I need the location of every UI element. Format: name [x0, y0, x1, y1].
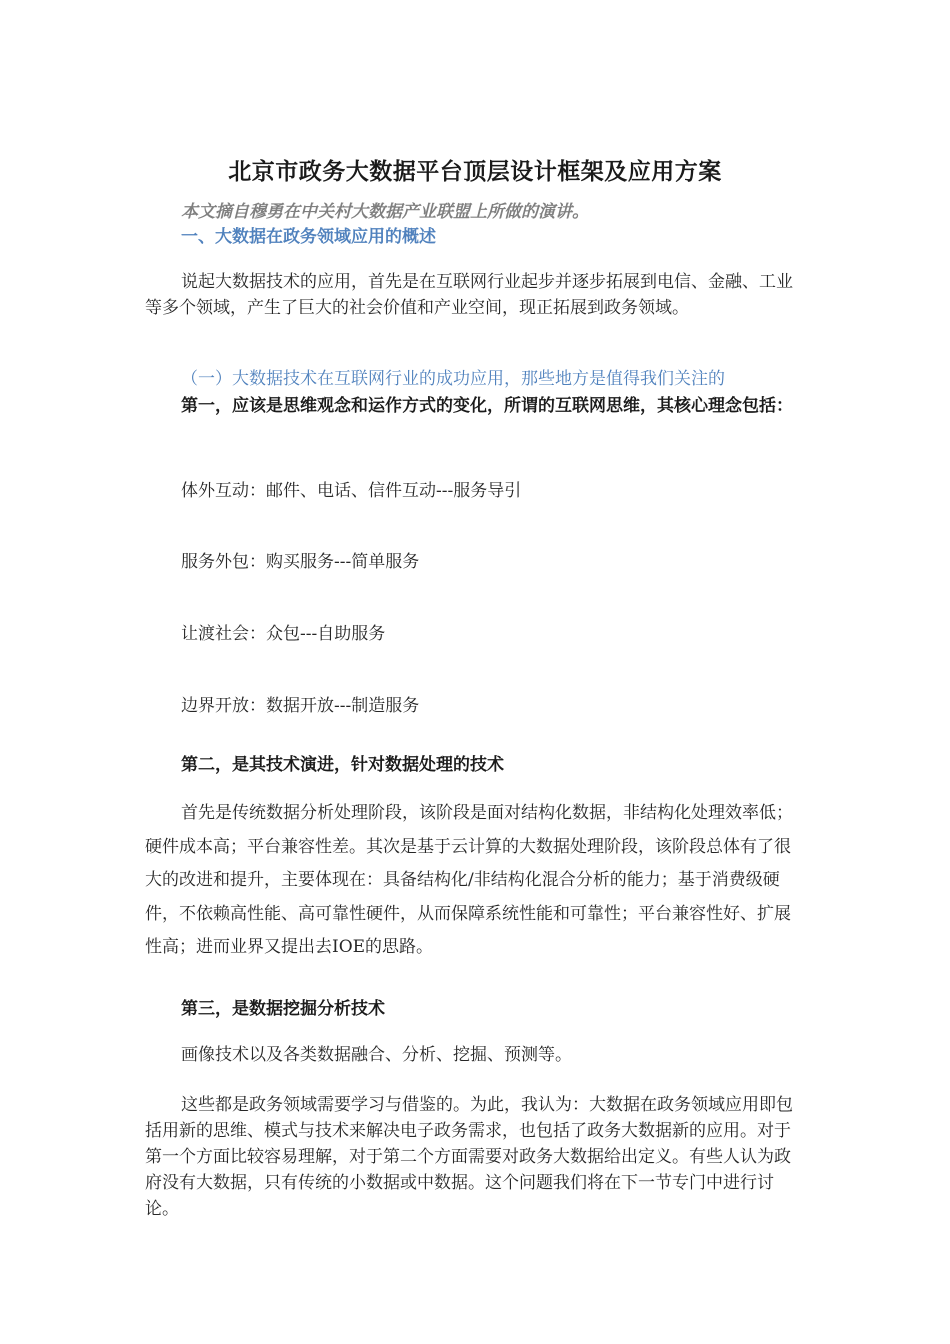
subtitle-note: 本文摘自穆勇在中关村大数据产业联盟上所做的演讲。	[181, 202, 589, 222]
point-third: 第三，是数据挖掘分析技术	[181, 999, 385, 1019]
paragraph-tech-evolution: 首先是传统数据分析处理阶段，该阶段是面对结构化数据，非结构化处理效率低；硬件成本高；平台兼容性差。其次是基于云计算的大数据处理阶段，该阶段总体有了很大的改进和提升，主要体现在：具备结构化/非结构化混合分析的能力；基于消费级硬件，不依赖高性能、高可靠性硬件，从而保障系统性能和可靠性；平台兼容性好、扩展性高；进而业界又提出去IOE的思路。	[145, 803, 793, 957]
section-heading-1: 一、大数据在政务领域应用的概述	[181, 227, 436, 247]
list-item-4: 边界开放：数据开放---制造服务	[181, 696, 420, 716]
paragraph-conclusion: 这些都是政务领域需要学习与借鉴的。为此，我认为：大数据在政务领域应用即包括用新的思维、模式与技术来解决电子政务需求，也包括了政务大数据新的应用。对于第一个方面比较容易理解，对于第二个方面需要对政务大数据给出定义。有些人认为政府没有大数据，只有传统的小数据或中数据。这个问题我们将在下一节专门中进行讨论。	[145, 1095, 793, 1219]
list-item-2: 服务外包：购买服务---简单服务	[181, 552, 420, 572]
paragraph-data-mining: 画像技术以及各类数据融合、分析、挖掘、预测等。	[181, 1045, 572, 1065]
paragraph-intro: 说起大数据技术的应用，首先是在互联网行业起步并逐步拓展到电信、金融、工业等多个领域，产生了巨大的社会价值和产业空间，现正拓展到政务领域。	[145, 272, 793, 318]
point-first: 第一，应该是思维观念和运作方式的变化，所谓的互联网思维，其核心理念包括：	[181, 396, 793, 416]
list-item-1: 体外互动：邮件、电话、信件互动---服务导引	[181, 481, 522, 501]
subsection-heading-1: （一）大数据技术在互联网行业的成功应用，那些地方是值得我们关注的	[181, 369, 725, 389]
point-second: 第二，是其技术演进，针对数据处理的技术	[181, 755, 504, 775]
list-item-3: 让渡社会：众包---自助服务	[181, 624, 386, 644]
document-title: 北京市政务大数据平台顶层设计框架及应用方案	[228, 158, 722, 185]
